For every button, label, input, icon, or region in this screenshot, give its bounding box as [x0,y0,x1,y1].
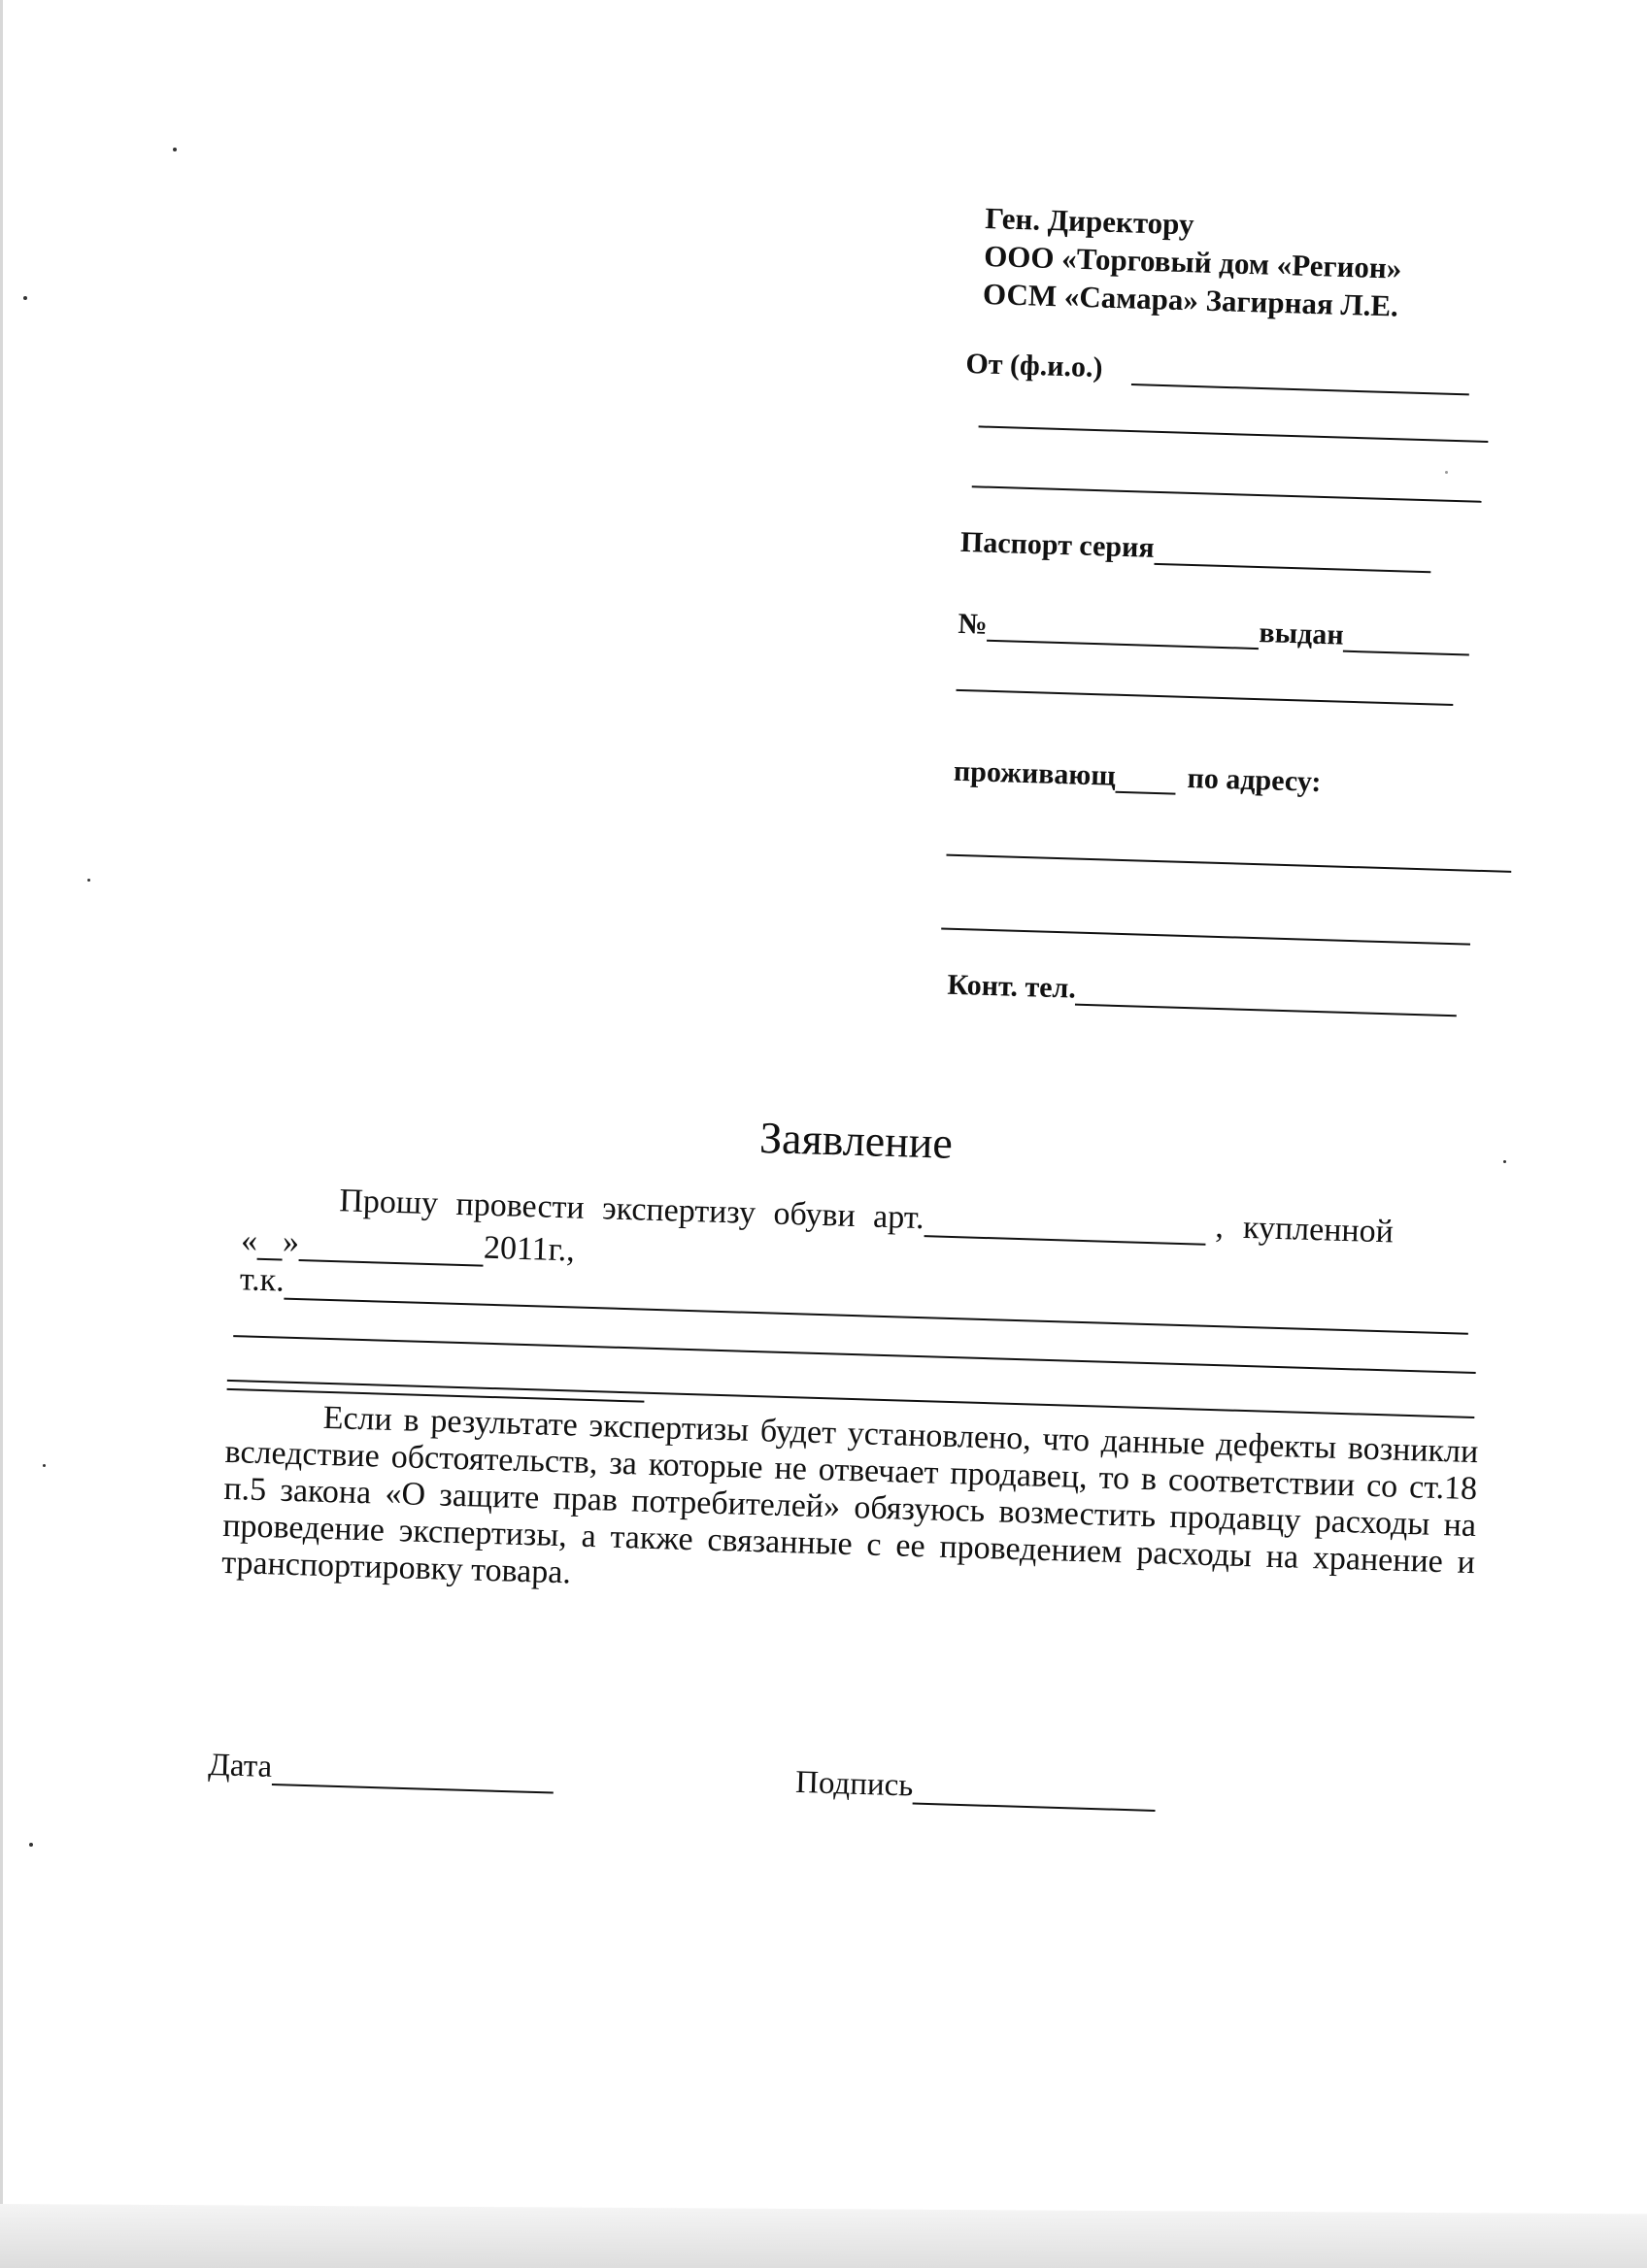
scan-speck [29,1843,33,1847]
recipient-title: Ген. Директору [984,200,1195,242]
applicant-requisites [947,348,1549,1005]
recipient-company: ООО «Торговый дом «Регион» [983,238,1402,285]
signature-area [207,1748,1277,1804]
address-label: по адресу: [1187,761,1322,799]
scan-speck [43,1464,46,1467]
address-line-1[interactable] [946,854,1511,873]
phone-field[interactable] [1075,979,1458,1017]
document-body [220,1180,1495,1591]
passport-number-field[interactable] [987,615,1260,650]
from-name-field[interactable] [1131,358,1470,395]
signature-label: Подпись [794,1764,914,1804]
scan-speck [1445,471,1448,474]
tk-label: т.к. [239,1261,286,1299]
scan-edge-bottom [0,2204,1647,2268]
from-name-line-2[interactable] [979,425,1489,443]
obligation-paragraph: Если в результате экспертизы будет установлено, что данные дефекты возникли вследствие обстоятельств, за которые не отвечает продавец, то в соответствии со ст.18 п.5 закона «О защите прав потребителей» обязуюсь возместить продавцу расходы на проведение экспертизы, а также связанные с ее проведением расходы на хранение и транспортировку товара. [220,1399,1479,1591]
recipient-block [983,199,1529,329]
from-label: От (ф.и.о.) [965,348,1104,384]
scan-speck [87,879,90,882]
date-field[interactable] [272,1754,555,1794]
article-field[interactable] [924,1206,1206,1246]
issued-label: выдан [1259,617,1345,651]
signature-field[interactable] [913,1774,1157,1812]
scan-speck [173,148,177,151]
reason-line-2[interactable] [233,1335,1475,1374]
passport-number-row [958,608,1470,656]
article-comma: , [1214,1209,1225,1246]
phone-label: Конт. тел. [947,968,1077,1005]
residence-row [954,755,1322,799]
passport-row [960,526,1431,573]
passport-series-field[interactable] [1154,538,1431,573]
passport-label: Паспорт серия [959,525,1156,564]
date-row [208,1748,555,1794]
scan-speck [1503,1160,1506,1163]
number-label: № [958,607,989,641]
signature-row [795,1765,1157,1812]
passport-issued-line-2[interactable] [956,689,1453,706]
purchase-month-field[interactable] [299,1230,485,1267]
purchase-day-field[interactable] [257,1229,284,1261]
phone-row [947,969,1458,1017]
date-open-quote: « [240,1222,258,1259]
date-close-quote: » [282,1223,300,1261]
scan-edge-left [0,0,3,2268]
document-title: Заявление [758,1112,954,1168]
scan-speck [23,296,27,300]
request-text: Прошу провести экспертизу обуви арт. [338,1183,925,1237]
purchase-year-text: 2011г., [483,1229,576,1269]
date-label: Дата [207,1748,273,1784]
reason-field-1[interactable] [284,1269,1468,1335]
recipient-name: ОСМ «Самара» Загирная Л.Е. [982,276,1399,323]
residing-ending-field[interactable] [1115,766,1176,795]
from-row [965,348,1470,395]
residing-label: проживающ [953,754,1117,792]
reason-row [239,1261,1468,1335]
address-line-2[interactable] [941,927,1470,945]
from-name-line-3[interactable] [972,485,1482,503]
purchased-label: купленной [1242,1209,1395,1251]
passport-issued-field[interactable] [1343,625,1470,656]
